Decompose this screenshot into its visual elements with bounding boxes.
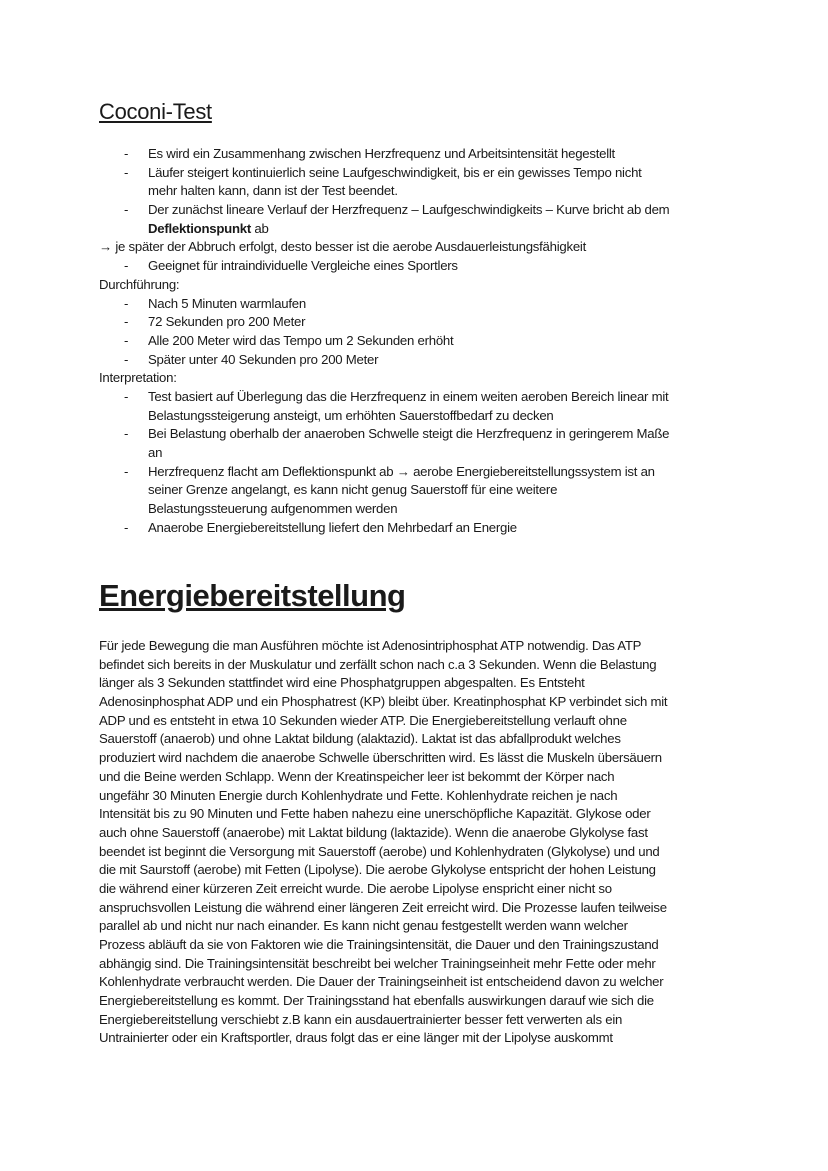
paragraph-line: die mit Saurstoff (aerobe) mit Fetten (Lipolyse). Die aerobe Glykolyse entspricht der hohen Leistung — [99, 862, 656, 878]
bullet-text: seiner Grenze angelangt, es kann nicht genug Sauerstoff für eine weitere — [148, 482, 558, 498]
paragraph-line: ADP und es entsteht in etwa 10 Sekunden wieder ATP. Die Energiebereitstellung verlauft ohne — [99, 712, 627, 728]
list-item — [99, 463, 655, 482]
bullet-text: Anaerobe Energiebereitstellung liefert den Mehrbedarf an Energie — [148, 519, 517, 535]
list-item — [99, 145, 615, 164]
bullet-text: Der zunächst lineare Verlauf der Herzfrequenz – Laufgeschwindigkeits – Kurve bricht ab dem — [148, 202, 670, 218]
paragraph-line: Intensität bis zu 90 Minuten und Fette haben nahezu eine unerschöpfliche Kapazität. Glykose oder — [99, 806, 651, 822]
bullet-dash: - — [124, 146, 129, 161]
bullet-dash: - — [124, 426, 129, 442]
paragraph-line: und die Beine werden Schlapp. Wenn der Kreatinspeicher leer ist bekommt der Körper nach — [99, 768, 615, 784]
bullet-text: Später unter 40 Sekunden pro 200 Meter — [148, 351, 379, 367]
label-text: Interpretation: — [99, 370, 177, 386]
list-item — [99, 481, 558, 500]
list-item — [99, 220, 269, 239]
paragraph-line: abhängig sind. Die Trainingsintensität beschreibt bei welcher Trainingseinheit mehr Fette oder mehr — [99, 955, 656, 971]
bullet-dash: - — [124, 463, 129, 479]
bullet-text: 72 Sekunden pro 200 Meter — [148, 314, 306, 330]
arrow-conclusion — [99, 238, 587, 257]
arrow-text: → je später der Abbruch erfolgt, desto besser ist die aerobe Ausdauerleistungsfähigkeit — [99, 239, 587, 255]
list-item — [99, 313, 306, 332]
bullet-dash: - — [124, 295, 129, 311]
paragraph-line: produziert wird nachdem die anaerobe Schwelle überschritten wird. Es lässt die Muskeln übersäuern — [99, 750, 662, 766]
paragraph-line: beendet ist beginnt die Versorgung mit Sauerstoff (aerobe) und Kohlenhydraten (Glykolyse) und und — [99, 843, 660, 859]
list-item — [99, 295, 306, 314]
paragraph-line: Sauerstoff (anaerob) und ohne Laktat bildung (alaktazid). Laktat ist das abfallprodukt welches — [99, 731, 621, 747]
bullet-text: Test basiert auf Überlegung das die Herzfrequenz in einem weiten aeroben Bereich linear mit — [148, 388, 669, 404]
paragraph-line: Prozess abläuft da sie von Faktoren wie die Trainingsintensität, die Dauer und den Trainingszustand — [99, 937, 659, 952]
paragraph-line: Energiebereitstellung es kommt. Der Trainingsstand hat ebenfalls auswirkungen darauf wie sich die — [99, 993, 654, 1009]
paragraph-line: länger als 3 Sekunden stattfindet wird eine Phosphatgruppen abgespalten. Es Entsteht — [99, 675, 585, 691]
bullet-text: Es wird ein Zusammenhang zwischen Herzfrequenz und Arbeitsintensität hegestellt — [148, 146, 615, 161]
list-item — [99, 500, 398, 519]
coconi-test-list — [99, 145, 670, 537]
bullet-text: Alle 200 Meter wird das Tempo um 2 Sekunden erhöht — [148, 332, 454, 348]
bullet-text-tail: ab — [250, 220, 269, 236]
list-item — [99, 444, 179, 463]
list-item — [99, 257, 458, 276]
bullet-text: Herzfrequenz flacht am Deflektionspunkt ab → aerobe Energiebereitstellungssystem ist an — [148, 463, 655, 479]
bullet-dash: - — [124, 314, 129, 330]
list-item — [99, 407, 554, 426]
paragraph-line: befindet sich bereits in der Muskulatur und zerfällt schon nach c.a 3 Sekunden. Wenn die Belastung — [99, 656, 657, 672]
bullet-text: Belastungssteigerung ansteigt, um erhöhten Sauerstoffbedarf zu decken — [148, 407, 554, 423]
list-item — [99, 201, 670, 220]
bold-term: Deflektionspunkt — [148, 220, 251, 236]
list-item — [99, 332, 454, 351]
bullet-text: Nach 5 Minuten warmlaufen — [148, 295, 306, 311]
paragraph-line: Für jede Bewegung die man Ausführen möchte ist Adenosintriphosphat ATP notwendig. Das ATP — [99, 638, 642, 653]
bullet-text: an — [148, 445, 163, 460]
paragraph-line: parallel ab und nicht nur nach einander. Es kann nicht genau festgestellt werden wann welcher — [99, 918, 628, 934]
paragraph-line: Kohlenhydrate verbraucht werden. Die Dauer der Trainingseinheit ist entscheidend davon zu welcher — [99, 974, 664, 990]
interpretation-label — [99, 369, 179, 388]
paragraph-line: anspruchsvollen Leistung die während einer längeren Zeit erreicht wird. Die Prozesse laufen teilweise — [99, 899, 667, 915]
list-item — [99, 388, 669, 407]
list-item — [99, 425, 670, 444]
bullet-text — [148, 220, 269, 239]
bullet-dash: - — [124, 351, 129, 367]
bullet-text: Belastungssteuerung aufgenommen werden — [148, 501, 398, 517]
paragraph-line: ungefähr 30 Minuten Energie durch Kohlenhydrate und Fette. Kohlenhydrate reichen je nach — [99, 787, 618, 803]
paragraph-line: Energiebereitstellung verschiebt z.B kann ein ausdauertrainierter besser fett verwerten als ein — [99, 1011, 623, 1027]
section-title-energiebereitstellung: Energiebereitstellung — [99, 578, 406, 613]
paragraph-line: Untrainierter oder ein Kraftsportler, draus folgt das er eine länger mit der Lipolyse auskommt — [99, 1030, 613, 1046]
bullet-dash: - — [124, 202, 129, 218]
energiebereitstellung-paragraph — [99, 637, 667, 1048]
label-text: Durchführung: — [99, 276, 180, 292]
bullet-text: Bei Belastung oberhalb der anaeroben Schwelle steigt die Herzfrequenz in geringerem Maße — [148, 426, 670, 442]
list-item — [99, 351, 379, 370]
bullet-dash: - — [124, 388, 129, 404]
section-title-coconi-test: Coconi-Test — [99, 99, 212, 124]
paragraph-line: Adenosinphosphat ADP und ein Phosphatrest (KP) bleibt über. Kreatinphosphat KP verbindet sich mit — [99, 694, 668, 710]
bullet-dash: - — [124, 164, 129, 180]
paragraph-line: die während einer kürzeren Zeit erreicht wurde. Die aerobe Lipolyse enspricht einer nicht so — [99, 880, 612, 896]
bullet-dash: - — [124, 258, 129, 274]
list-item — [99, 164, 642, 183]
durchfuehrung-label — [99, 276, 179, 295]
bullet-dash: - — [124, 332, 129, 348]
bullet-text: Geeignet für intraindividuelle Vergleiche eines Sportlers — [148, 258, 458, 274]
list-item — [99, 519, 517, 538]
paragraph-line: auch ohne Sauerstoff (anaerobe) mit Laktat bildung (laktazide). Wenn die anaerobe Glykolyse fast — [99, 824, 648, 840]
bullet-dash: - — [124, 519, 129, 535]
bullet-text: Läufer steigert kontinuierlich seine Laufgeschwindigkeit, bis er ein gewisses Tempo nicht — [148, 164, 642, 180]
list-item — [99, 182, 398, 201]
bullet-text: mehr halten kann, dann ist der Test beendet. — [148, 183, 398, 199]
